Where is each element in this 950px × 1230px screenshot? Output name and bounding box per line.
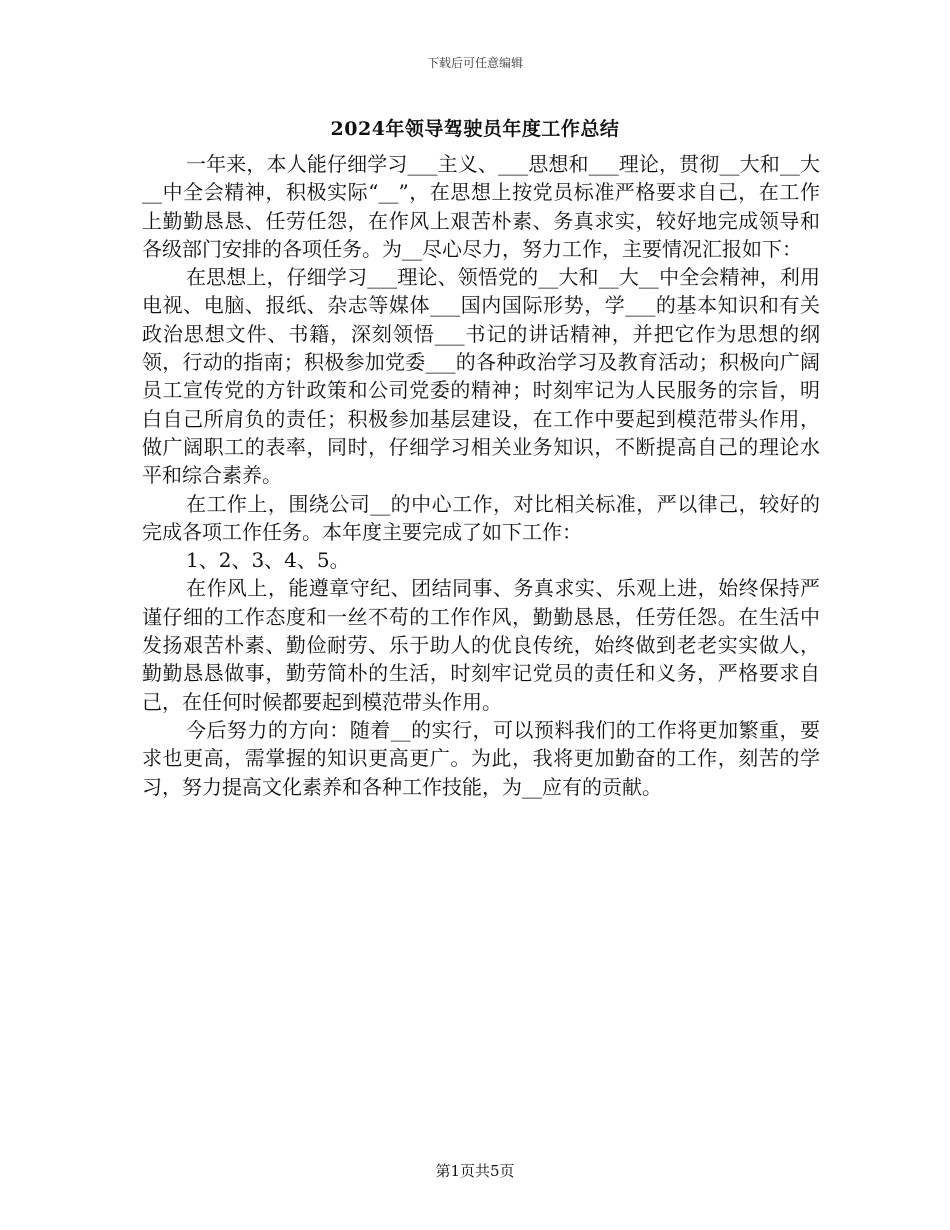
paragraph-style: 在作风上，能遵章守纪、团结同事、务真求实、乐观上进，始终保持严谨仔细的工作态度和一丝不苟的工作作风，勤勤恳恳，任劳任怨。在生活中发扬艰苦朴素、勤俭耐劳、乐于助人的优良传统，始终做到老老实实做人，勤勤恳恳做事，勤劳简朴的生活，时刻牢记党员的责任和义务，严格要求自己，在任何时候都要起到模范带头作用。 <box>142 576 820 714</box>
document-body <box>142 150 820 801</box>
paragraph-work-list: 1、2、3、4、5。 <box>186 548 350 573</box>
document-title: 2024年领导驾驶员年度工作总结 <box>330 118 620 140</box>
paragraph-work: 在工作上，围绕公司__的中心工作，对比相关标准，严以律己，较好的完成各项工作任务。本年度主要完成了如下工作： <box>142 491 820 544</box>
header-note: 下载后可任意编辑 <box>426 56 523 70</box>
paragraph-future: 今后努力的方向：随着__的实行，可以预料我们的工作将更加繁重，要求也更高，需掌握的知识更高更广。为此，我将更加勤奋的工作，刻苦的学习，努力提高文化素养和各种工作技能，为__应有的贡献。 <box>142 717 820 799</box>
paragraph-intro: 一年来，本人能仔细学习___主义、___思想和___理论，贯彻__大和__大__中全会精神，积极实际“__”，在思想上按党员标准严格要求自己，在工作上勤勤恳恳、任劳任怨，在作风上艰苦朴素、务真求实，较好地完成领导和各级部门安排的各项任务。为__尽心尽力，努力工作，主要情况汇报如下： <box>142 152 820 261</box>
page-footer: 第1页共5页 <box>435 1162 515 1180</box>
paragraph-thought: 在思想上，仔细学习___理论、领悟党的__大和__大__中全会精神，利用电视、电脑、报纸、杂志等媒体___国内国际形势，学___的基本知识和有关政治思想文件、书籍，深刻领悟___书记的讲话精神，并把它作为思想的纲领，行动的指南；积极参加党委___的各种政治学习及教育活动；积极向广阔员工宣传党的方针政策和公司党委的精神；时刻牢记为人民服务的宗旨，明白自己所肩负的责任；积极参加基层建设，在工作中要起到模范带头作用，做广阔职工的表率，同时，仔细学习相关业务知识，不断提高自己的理论水平和综合素养。 <box>142 265 820 488</box>
